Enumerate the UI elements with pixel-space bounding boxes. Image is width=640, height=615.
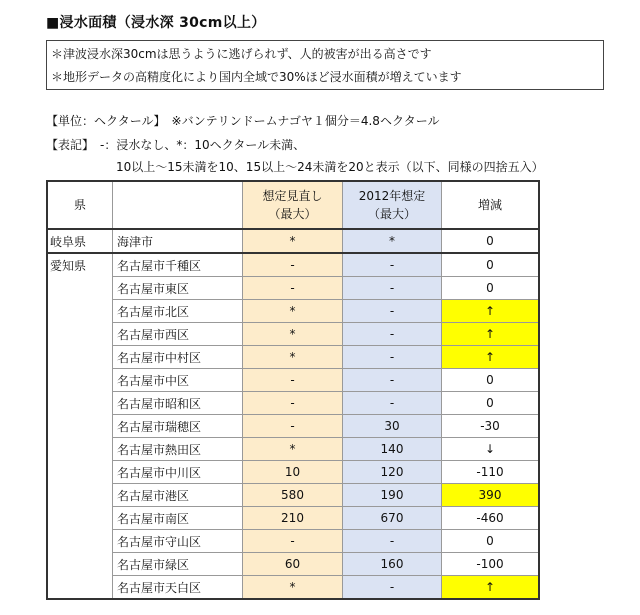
cell-2012-value: 670 bbox=[343, 507, 442, 530]
note-line: ＊津波浸水深30cmは思うように逃げられず、人的被害が出る高さです bbox=[51, 47, 432, 61]
cell-revised-value: * bbox=[243, 229, 343, 253]
table-row bbox=[47, 229, 539, 253]
table-row bbox=[47, 530, 539, 553]
cell-city: 名古屋市緑区 bbox=[113, 553, 243, 576]
unit-legend: 【単位：ヘクタール】 ※バンテリンドームナゴヤ１個分＝4.8ヘクタール bbox=[46, 114, 440, 128]
cell-revised-value: - bbox=[243, 277, 343, 300]
cell-revised-value: 10 bbox=[243, 461, 343, 484]
cell-revised-value: 210 bbox=[243, 507, 343, 530]
cell-prefecture: 愛知県 bbox=[47, 253, 113, 277]
cell-2012-value: - bbox=[343, 300, 442, 323]
cell-change: 0 bbox=[442, 253, 540, 277]
cell-prefecture bbox=[47, 461, 113, 484]
cell-change: ↑ bbox=[442, 346, 540, 369]
cell-city: 名古屋市西区 bbox=[113, 323, 243, 346]
cell-change: 0 bbox=[442, 229, 540, 253]
header-prefecture: 県 bbox=[47, 181, 113, 229]
header-city bbox=[113, 181, 243, 229]
header-change: 増減 bbox=[442, 181, 540, 229]
table-row bbox=[47, 323, 539, 346]
cell-city: 名古屋市熱田区 bbox=[113, 438, 243, 461]
cell-prefecture bbox=[47, 484, 113, 507]
cell-city: 名古屋市千種区 bbox=[113, 253, 243, 277]
table-row bbox=[47, 300, 539, 323]
table-row bbox=[47, 438, 539, 461]
cell-change: -30 bbox=[442, 415, 540, 438]
cell-prefecture bbox=[47, 576, 113, 600]
notes-box bbox=[46, 40, 604, 90]
cell-revised-value: * bbox=[243, 346, 343, 369]
cell-revised-value: * bbox=[243, 438, 343, 461]
cell-change: ↓ bbox=[442, 438, 540, 461]
cell-city: 海津市 bbox=[113, 229, 243, 253]
cell-revised-value: - bbox=[243, 253, 343, 277]
cell-city: 名古屋市昭和区 bbox=[113, 392, 243, 415]
cell-prefecture bbox=[47, 300, 113, 323]
cell-city: 名古屋市東区 bbox=[113, 277, 243, 300]
cell-prefecture bbox=[47, 507, 113, 530]
cell-2012-value: - bbox=[343, 530, 442, 553]
notation-legend: 【表記】 -：浸水なし、*：10ヘクタール未満、 bbox=[46, 138, 306, 152]
header-revised-line1: 想定見直し bbox=[262, 189, 323, 203]
cell-change: ↑ bbox=[442, 323, 540, 346]
cell-city: 名古屋市港区 bbox=[113, 484, 243, 507]
cell-change: 0 bbox=[442, 392, 540, 415]
cell-change: 0 bbox=[442, 369, 540, 392]
cell-2012-value: 190 bbox=[343, 484, 442, 507]
cell-2012-value: - bbox=[343, 253, 442, 277]
cell-prefecture bbox=[47, 415, 113, 438]
header-2012-line2: （最大） bbox=[367, 207, 416, 221]
cell-revised-value: 60 bbox=[243, 553, 343, 576]
cell-change: ↑ bbox=[442, 576, 540, 600]
cell-revised-value: * bbox=[243, 323, 343, 346]
cell-2012-value: 140 bbox=[343, 438, 442, 461]
cell-prefecture: 岐阜県 bbox=[47, 229, 113, 253]
table-row bbox=[47, 253, 539, 277]
notation-legend-continued: 10以上～15未満を10、15以上～24未満を20と表示（以下、同様の四捨五入） bbox=[116, 160, 544, 174]
cell-city: 名古屋市瑞穂区 bbox=[113, 415, 243, 438]
table-row bbox=[47, 461, 539, 484]
cell-2012-value: 120 bbox=[343, 461, 442, 484]
cell-revised-value: - bbox=[243, 392, 343, 415]
table-row bbox=[47, 277, 539, 300]
cell-change: 0 bbox=[442, 530, 540, 553]
table-row bbox=[47, 415, 539, 438]
cell-revised-value: * bbox=[243, 300, 343, 323]
cell-city: 名古屋市中区 bbox=[113, 369, 243, 392]
cell-2012-value: - bbox=[343, 392, 442, 415]
header-revised-line2: （最大） bbox=[268, 207, 317, 221]
cell-prefecture bbox=[47, 346, 113, 369]
cell-revised-value: - bbox=[243, 530, 343, 553]
cell-revised-value: * bbox=[243, 576, 343, 600]
note-line: ＊地形データの高精度化により国内全域で30%ほど浸水面積が増えています bbox=[51, 70, 462, 84]
cell-revised-value: 580 bbox=[243, 484, 343, 507]
cell-2012-value: 30 bbox=[343, 415, 442, 438]
cell-revised-value: - bbox=[243, 369, 343, 392]
cell-2012-value: - bbox=[343, 277, 442, 300]
cell-change: ↑ bbox=[442, 300, 540, 323]
cell-revised-value: - bbox=[243, 415, 343, 438]
cell-prefecture bbox=[47, 369, 113, 392]
table-row bbox=[47, 553, 539, 576]
page-title: ■浸水面積（浸水深 30cm以上） bbox=[46, 15, 266, 31]
cell-city: 名古屋市守山区 bbox=[113, 530, 243, 553]
header-2012-estimate bbox=[343, 181, 442, 229]
cell-prefecture bbox=[47, 392, 113, 415]
cell-prefecture bbox=[47, 553, 113, 576]
table-row bbox=[47, 484, 539, 507]
cell-2012-value: - bbox=[343, 369, 442, 392]
cell-change: -460 bbox=[442, 507, 540, 530]
cell-2012-value: 160 bbox=[343, 553, 442, 576]
table-header-row bbox=[47, 181, 539, 229]
cell-change: -110 bbox=[442, 461, 540, 484]
cell-prefecture bbox=[47, 530, 113, 553]
cell-2012-value: - bbox=[343, 323, 442, 346]
cell-prefecture bbox=[47, 277, 113, 300]
cell-2012-value: - bbox=[343, 346, 442, 369]
cell-city: 名古屋市中川区 bbox=[113, 461, 243, 484]
flood-area-table bbox=[46, 180, 540, 600]
cell-change: -100 bbox=[442, 553, 540, 576]
cell-city: 名古屋市北区 bbox=[113, 300, 243, 323]
cell-change: 390 bbox=[442, 484, 540, 507]
cell-city: 名古屋市天白区 bbox=[113, 576, 243, 600]
cell-prefecture bbox=[47, 438, 113, 461]
table-row bbox=[47, 369, 539, 392]
header-2012-line1: 2012年想定 bbox=[358, 189, 426, 203]
table-row bbox=[47, 392, 539, 415]
cell-prefecture bbox=[47, 323, 113, 346]
cell-2012-value: - bbox=[343, 576, 442, 600]
cell-city: 名古屋市南区 bbox=[113, 507, 243, 530]
table-row bbox=[47, 576, 539, 600]
table-row bbox=[47, 346, 539, 369]
cell-2012-value: * bbox=[343, 229, 442, 253]
header-revised-estimate bbox=[243, 181, 343, 229]
cell-change: 0 bbox=[442, 277, 540, 300]
table-row bbox=[47, 507, 539, 530]
cell-city: 名古屋市中村区 bbox=[113, 346, 243, 369]
